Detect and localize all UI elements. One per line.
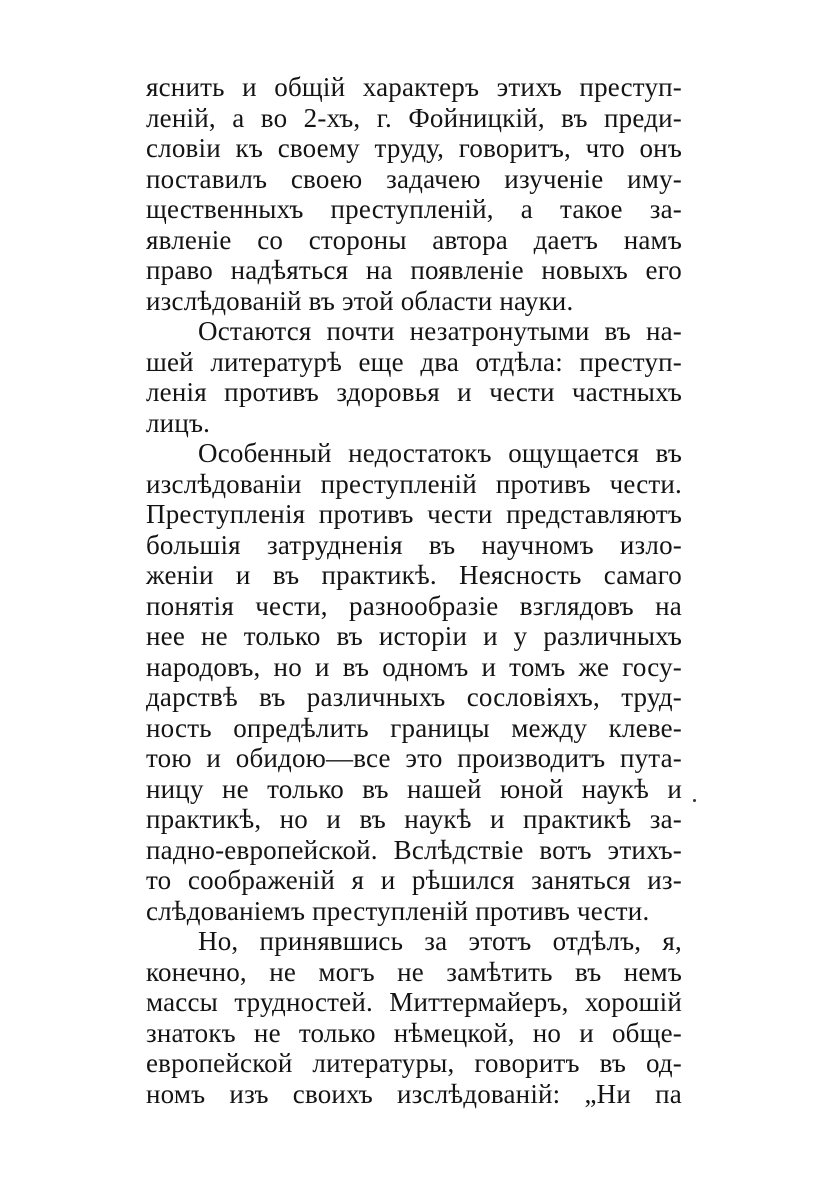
- text-line: ность опредѣлить границы между клеве-: [146, 712, 682, 743]
- text-line: то соображеній я и рѣшился заняться из-: [146, 865, 682, 895]
- paragraph-4: [146, 926, 682, 1109]
- paragraph-1: [146, 72, 682, 316]
- text-line: изслѣдованіи преступленій противъ чести.: [146, 468, 682, 499]
- text-line: ленія противъ здоровья и чести частныхъ: [146, 377, 682, 407]
- text-line: тою и обидою—все это производитъ пута-: [146, 743, 682, 773]
- text-line: практикѣ, но и въ наукѣ и практикѣ за-: [146, 804, 682, 834]
- text-line: изслѣдованій въ этой области науки.: [146, 285, 574, 316]
- text-line: понятія чести, разнообразіе взглядовъ на: [146, 590, 682, 621]
- paragraph-3: [146, 438, 682, 926]
- text-line: поставилъ своею задачею изученіе иму-: [146, 163, 682, 194]
- text-line: европейской литературы, говоритъ въ од-: [146, 1048, 682, 1078]
- text-line: словіи къ своему труду, говоритъ, что онъ: [146, 133, 682, 163]
- text-line: конечно, не могъ не замѣтить въ немъ: [146, 956, 682, 987]
- text-line: женіи и въ практикѣ. Неясность самаго: [146, 560, 682, 590]
- text-line: Особенный недостатокъ ощущается въ: [198, 438, 682, 468]
- text-line: большія затрудненія въ научномъ изло-: [146, 529, 682, 560]
- text-line: леній, а во 2-хъ, г. Фойницкій, въ преди-: [146, 102, 682, 133]
- text-line: явленіе со стороны автора даетъ намъ: [146, 224, 682, 255]
- text-line: дарствѣ въ различныхъ сословіяхъ, труд-: [146, 682, 682, 712]
- text-line: слѣдованіемъ преступленій противъ чести.: [146, 895, 650, 926]
- text-line: номъ изъ своихъ изслѣдованій: „Ни па: [146, 1078, 682, 1109]
- text-line: щественныхъ преступленій, а такое за-: [146, 194, 682, 224]
- text-line: народовъ, но и въ одномъ и томъ же госу-: [146, 651, 682, 682]
- text-line: лицъ.: [146, 407, 211, 438]
- text-line: Преступленія противъ чести представляютъ: [146, 499, 682, 529]
- text-line: право надѣяться на появленіе новыхъ его: [146, 255, 682, 285]
- text-line: падно-европейской. Вслѣдствіе вотъ этихъ-: [146, 834, 682, 865]
- text-line: массы трудностей. Миттермайеръ, хорошій: [146, 987, 682, 1017]
- text-line: Остаются почти незатронутыми въ на-: [198, 316, 682, 346]
- text-line: ницу не только въ нашей юной наукѣ и: [146, 773, 682, 804]
- text-line: знатокъ не только нѣмецкой, но и обще-: [146, 1017, 682, 1048]
- text-line: Но, принявшись за этотъ отдѣлъ, я,: [198, 926, 682, 956]
- margin-dot-mark: [693, 799, 696, 802]
- text-line: нее не только въ исторіи и у различныхъ: [146, 621, 682, 651]
- text-line: шей литературѣ еще два отдѣла: преступ-: [146, 346, 682, 377]
- paragraph-2: [146, 316, 682, 438]
- text-line: яснить и общій характеръ этихъ преступ-: [146, 72, 682, 102]
- body-text: [146, 72, 682, 1109]
